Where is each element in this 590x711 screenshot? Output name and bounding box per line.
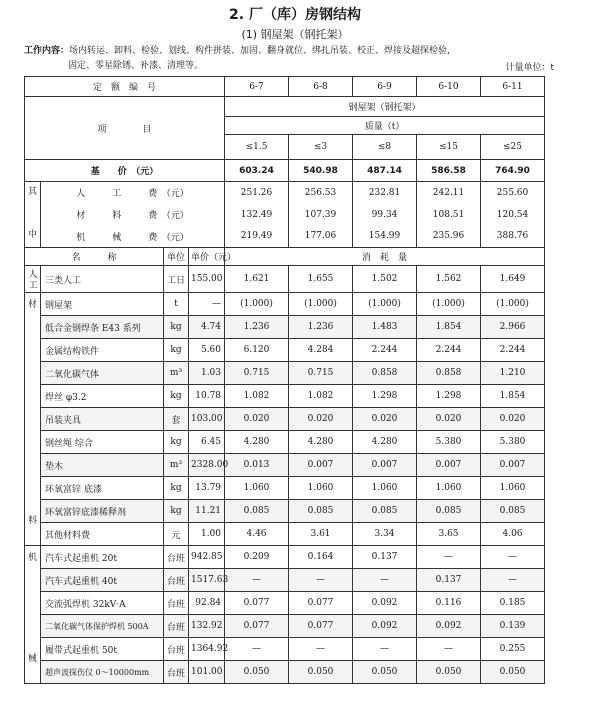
consumption-value: 1.060 (289, 477, 353, 500)
quota-code: 6-9 (353, 77, 417, 97)
consumption-value: 0.085 (289, 500, 353, 523)
resource-price: 92.84 (189, 592, 225, 615)
consumption-value: (1.000) (417, 293, 481, 316)
resource-price: 2328.00 (189, 454, 225, 477)
consumption-value: 0.209 (225, 546, 289, 569)
machinery-side-label (25, 546, 41, 684)
consumption-value: 0.085 (481, 500, 545, 523)
resource-unit: kg (164, 339, 189, 362)
consumption-row (25, 266, 545, 293)
work-line-1: 场内转运、卸料、检验、划线、构件拼装、加固、翻身就位、绑扎吊装、校正、焊接及超探检验， (69, 46, 457, 56)
quota-code-row (25, 77, 545, 97)
consumption-value: 1.483 (353, 316, 417, 339)
consumption-value: 4.280 (353, 431, 417, 454)
mass-label: 质量（t） (225, 117, 545, 135)
mass-range: ≤3 (289, 135, 353, 160)
mass-range: ≤1.5 (225, 135, 289, 160)
consumption-value: 1.060 (417, 477, 481, 500)
breakdown-label: 人 工 费 （元） (41, 182, 225, 204)
consumption-value: 0.007 (353, 454, 417, 477)
consumption-value: — (289, 638, 353, 661)
side-char: 械 (27, 654, 37, 664)
resource-unit: 台班 (164, 638, 189, 661)
side-char: 机 (27, 553, 37, 563)
consumption-value: 0.077 (289, 615, 353, 638)
consumption-value: 1.298 (353, 385, 417, 408)
resource-name: 钢屋架 (41, 293, 164, 316)
base-price-row (25, 160, 545, 182)
consumption-value: 0.007 (481, 454, 545, 477)
consumption-value: — (481, 569, 545, 592)
breakdown-label: 材 料 费 （元） (41, 204, 225, 226)
consumption-value: 0.858 (417, 362, 481, 385)
consumption-value: 0.185 (481, 592, 545, 615)
consumption-value: (1.000) (225, 293, 289, 316)
resource-name: 垫木 (41, 454, 164, 477)
breakdown-value: 256.53 (289, 182, 353, 204)
resource-price: 1.00 (189, 523, 225, 546)
section-subtitle: (1) 钢屋架（钢托架） (241, 28, 349, 41)
resource-price: 1.03 (189, 362, 225, 385)
consumption-value: 0.858 (353, 362, 417, 385)
breakdown-value: 154.99 (353, 226, 417, 248)
consumption-header-row (25, 248, 545, 266)
consumption-row (25, 385, 545, 408)
breakdown-value: 255.60 (481, 182, 545, 204)
resource-name: 履带式起重机 50t (41, 638, 164, 661)
resource-name: 焊丝 φ3.2 (41, 385, 164, 408)
resource-name: 二氧化碳气体 (41, 362, 164, 385)
base-price-value: 487.14 (353, 160, 417, 182)
breakdown-value: 120.54 (481, 204, 545, 226)
resource-name: 交流弧焊机 32kV·A (41, 592, 164, 615)
breakdown-value: 177.06 (289, 226, 353, 248)
resource-unit: 台班 (164, 615, 189, 638)
consumption-value: (1.000) (353, 293, 417, 316)
base-price-value: 764.90 (481, 160, 545, 182)
resource-name: 环氧富锌底漆稀释剂 (41, 500, 164, 523)
consumption-value: — (417, 638, 481, 661)
resource-unit: 套 (164, 408, 189, 431)
work-content (24, 44, 544, 74)
resource-price: 5.60 (189, 339, 225, 362)
resource-unit: 元 (164, 523, 189, 546)
consumption-value: 5.380 (481, 431, 545, 454)
consumption-value: — (225, 569, 289, 592)
consumption-value: 0.137 (417, 569, 481, 592)
resource-name: 汽车式起重机 20t (41, 546, 164, 569)
consumption-value: 0.085 (417, 500, 481, 523)
consumption-row (25, 500, 545, 523)
side-char: 其 (27, 187, 37, 197)
consumption-value: 0.164 (289, 546, 353, 569)
consumption-value: 0.007 (417, 454, 481, 477)
consumption-value: 1.854 (481, 385, 545, 408)
resource-unit: 台班 (164, 592, 189, 615)
consumption-value: 0.050 (289, 661, 353, 684)
consumption-value: 0.077 (225, 615, 289, 638)
consumption-row (25, 638, 545, 661)
consumption-value: 1.655 (289, 266, 353, 293)
consumption-value: — (289, 569, 353, 592)
consumption-value: 0.255 (481, 638, 545, 661)
resource-unit: kg (164, 385, 189, 408)
consumption-row (25, 293, 545, 316)
consumption-row (25, 454, 545, 477)
group-row (25, 97, 545, 117)
price-header: 单价（元） (189, 248, 225, 266)
consumption-row (25, 431, 545, 454)
resource-price: 103.00 (189, 408, 225, 431)
consumption-row (25, 592, 545, 615)
resource-name: 其他材料费 (41, 523, 164, 546)
resource-unit: kg (164, 477, 189, 500)
resource-name: 环氧富锌 底漆 (41, 477, 164, 500)
resource-price: 101.00 (189, 661, 225, 684)
quota-table (24, 76, 545, 684)
qty-header: 消 耗 量 (225, 248, 545, 266)
resource-price: 942.85 (189, 546, 225, 569)
item-label: 项 目 (25, 97, 225, 160)
consumption-value: 1.060 (481, 477, 545, 500)
resource-unit: kg (164, 500, 189, 523)
consumption-row (25, 362, 545, 385)
consumption-row (25, 408, 545, 431)
breakdown-value: 107.39 (289, 204, 353, 226)
consumption-value: 0.077 (289, 592, 353, 615)
breakdown-value: 219.49 (225, 226, 289, 248)
side-char: 中 (27, 230, 37, 240)
resource-price: 13.79 (189, 477, 225, 500)
consumption-value: 1.210 (481, 362, 545, 385)
breakdown-side-label (25, 182, 41, 248)
resource-price: 155.00 (189, 266, 225, 293)
consumption-value: 0.116 (417, 592, 481, 615)
consumption-value: (1.000) (289, 293, 353, 316)
consumption-value: 6.120 (225, 339, 289, 362)
resource-unit: m³ (164, 454, 189, 477)
work-label: 工作内容： (24, 46, 70, 56)
resource-unit: 台班 (164, 661, 189, 684)
consumption-value: — (481, 546, 545, 569)
consumption-value: 1.562 (417, 266, 481, 293)
resource-name: 金属结构铁件 (41, 339, 164, 362)
consumption-value: 0.137 (353, 546, 417, 569)
resource-price: 4.74 (189, 316, 225, 339)
consumption-value: 2.244 (417, 339, 481, 362)
consumption-row (25, 316, 545, 339)
consumption-value: 0.020 (225, 408, 289, 431)
consumption-value: 0.077 (225, 592, 289, 615)
resource-price: 132.92 (189, 615, 225, 638)
consumption-value: 0.007 (289, 454, 353, 477)
consumption-value: 0.085 (353, 500, 417, 523)
breakdown-value: 242.11 (417, 182, 481, 204)
page-title: 2. 厂（库）房钢结构 (229, 7, 361, 23)
resource-unit: 工日 (164, 266, 189, 293)
resource-name: 钢丝绳 综合 (41, 431, 164, 454)
consumption-value: 3.34 (353, 523, 417, 546)
resource-price: 6.45 (189, 431, 225, 454)
breakdown-value: 232.81 (353, 182, 417, 204)
consumption-value: 1.082 (225, 385, 289, 408)
base-price-value: 603.24 (225, 160, 289, 182)
consumption-value: 4.284 (289, 339, 353, 362)
consumption-value: — (353, 638, 417, 661)
quota-no-label: 定 额 编 号 (25, 77, 225, 97)
consumption-value: 1.621 (225, 266, 289, 293)
consumption-value: 0.092 (353, 615, 417, 638)
consumption-value: 0.715 (225, 362, 289, 385)
unit-header: 单位 (164, 248, 189, 266)
consumption-value: 0.050 (353, 661, 417, 684)
consumption-value: 0.013 (225, 454, 289, 477)
consumption-row (25, 477, 545, 500)
consumption-value: 3.65 (417, 523, 481, 546)
consumption-value: 0.092 (353, 592, 417, 615)
consumption-value: 0.050 (417, 661, 481, 684)
cost-breakdown-row (25, 226, 545, 248)
consumption-value: (1.000) (481, 293, 545, 316)
consumption-value: 0.020 (481, 408, 545, 431)
base-price-label: 基 价 （元） (25, 160, 225, 182)
mass-range: ≤15 (417, 135, 481, 160)
breakdown-value: 108.51 (417, 204, 481, 226)
consumption-value: 1.854 (417, 316, 481, 339)
consumption-row (25, 523, 545, 546)
breakdown-value: 388.76 (481, 226, 545, 248)
mass-range: ≤25 (481, 135, 545, 160)
labor-side-label (25, 266, 41, 293)
consumption-value: 1.649 (481, 266, 545, 293)
consumption-value: 2.244 (481, 339, 545, 362)
consumption-value: 4.46 (225, 523, 289, 546)
side-char: 人工 (28, 270, 38, 291)
quota-code: 6-7 (225, 77, 289, 97)
consumption-value: 1.236 (225, 316, 289, 339)
resource-unit: kg (164, 316, 189, 339)
consumption-value: 1.236 (289, 316, 353, 339)
consumption-value: 2.966 (481, 316, 545, 339)
consumption-value: 1.082 (289, 385, 353, 408)
resource-price: 10.78 (189, 385, 225, 408)
resource-price: 11.21 (189, 500, 225, 523)
group-label: 钢屋架（钢托架） (225, 97, 545, 117)
resource-name: 三类人工 (41, 266, 164, 293)
resource-price: — (189, 293, 225, 316)
consumption-value: — (225, 638, 289, 661)
materials-side-label (25, 293, 41, 546)
quota-code: 6-10 (417, 77, 481, 97)
base-price-value: 586.58 (417, 160, 481, 182)
consumption-value: 4.280 (225, 431, 289, 454)
consumption-value: 2.244 (353, 339, 417, 362)
consumption-value: 1.060 (225, 477, 289, 500)
consumption-value: 0.050 (225, 661, 289, 684)
resource-price: 1364.92 (189, 638, 225, 661)
breakdown-value: 251.26 (225, 182, 289, 204)
breakdown-value: 235.96 (417, 226, 481, 248)
resource-unit: kg (164, 431, 189, 454)
base-price-value: 540.98 (289, 160, 353, 182)
resource-name: 低合金钢焊条 E43 系列 (41, 316, 164, 339)
resource-unit: t (164, 293, 189, 316)
breakdown-label: 机 械 费 （元） (41, 226, 225, 248)
cost-breakdown-row (25, 204, 545, 226)
consumption-value: 0.092 (417, 615, 481, 638)
side-char: 材 (27, 300, 37, 310)
consumption-value: 1.502 (353, 266, 417, 293)
consumption-value: 0.020 (289, 408, 353, 431)
consumption-value: 0.020 (353, 408, 417, 431)
consumption-row (25, 546, 545, 569)
resource-unit: m³ (164, 362, 189, 385)
breakdown-value: 99.34 (353, 204, 417, 226)
consumption-value: 1.060 (353, 477, 417, 500)
resource-name: 二氧化碳气体保护焊机 500A (41, 615, 164, 638)
resource-name: 吊装夹具 (41, 408, 164, 431)
breakdown-value: 132.49 (225, 204, 289, 226)
consumption-value: — (353, 569, 417, 592)
consumption-value: 4.280 (289, 431, 353, 454)
consumption-value: 0.139 (481, 615, 545, 638)
consumption-value: 0.715 (289, 362, 353, 385)
consumption-row (25, 615, 545, 638)
consumption-row (25, 339, 545, 362)
consumption-value: 4.06 (481, 523, 545, 546)
quota-code: 6-11 (481, 77, 545, 97)
consumption-value: 5.380 (417, 431, 481, 454)
consumption-row (25, 569, 545, 592)
consumption-value: 0.085 (225, 500, 289, 523)
measurement-unit: 计量单位：t (505, 63, 554, 73)
consumption-value: — (417, 546, 481, 569)
cost-breakdown-row (25, 182, 545, 204)
resource-name: 汽车式起重机 40t (41, 569, 164, 592)
mass-range: ≤8 (353, 135, 417, 160)
name-header: 名 称 (25, 248, 164, 266)
resource-price: 1517.63 (189, 569, 225, 592)
side-char: 料 (27, 516, 37, 526)
resource-unit: 台班 (164, 546, 189, 569)
consumption-value: 3.61 (289, 523, 353, 546)
resource-name: 超声波探伤仪 0～10000mm (41, 661, 164, 684)
consumption-value: 1.298 (417, 385, 481, 408)
quota-code: 6-8 (289, 77, 353, 97)
resource-unit: 台班 (164, 569, 189, 592)
consumption-value: 0.050 (481, 661, 545, 684)
consumption-row (25, 661, 545, 684)
work-line-2: 固定、零星除锈、补漆、清理等。 (68, 61, 204, 71)
consumption-value: 0.020 (417, 408, 481, 431)
